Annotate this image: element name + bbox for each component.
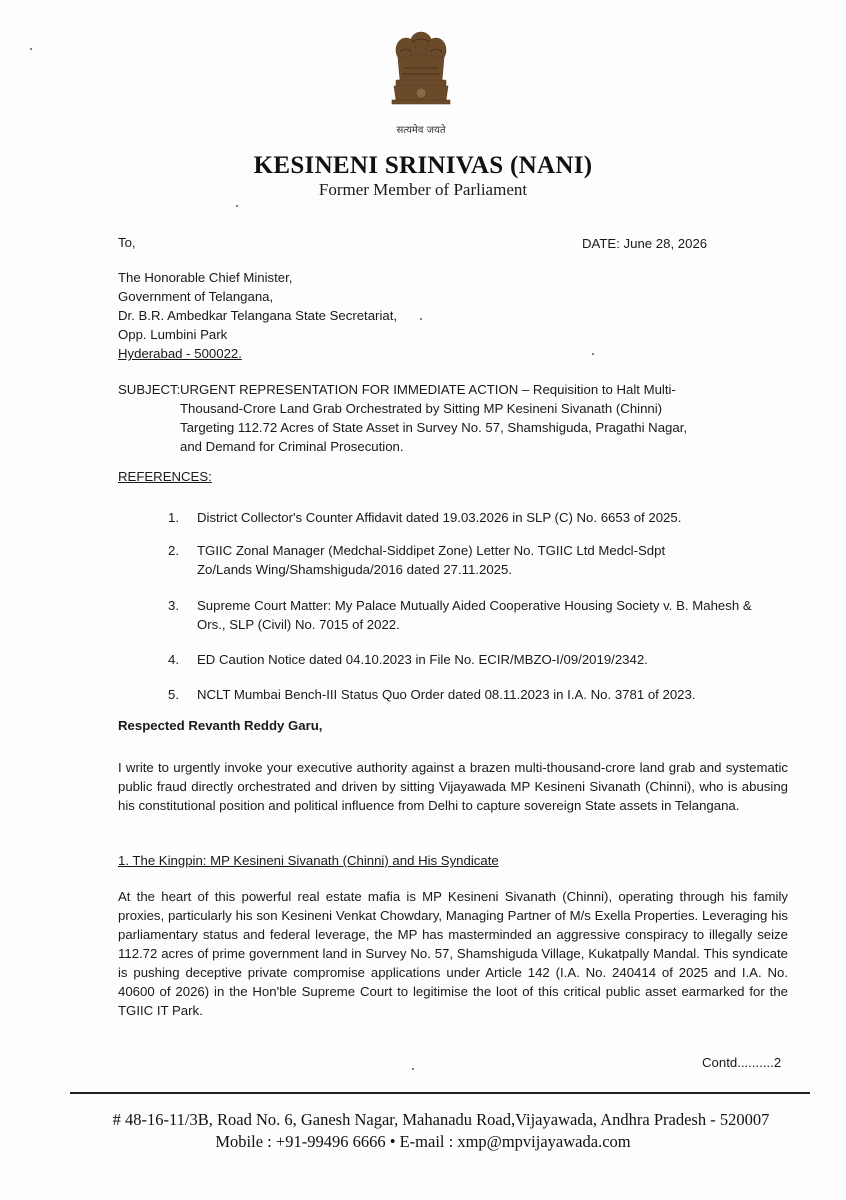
- subject-line: Thousand-Crore Land Grab Orchestrated by Sitting MP Kesineni Sivanath (Chinni): [180, 401, 663, 416]
- greeting: Respected Revanth Reddy Garu,: [118, 718, 323, 733]
- reference-text: Ors., SLP (Civil) No. 7015 of 2022.: [197, 617, 400, 632]
- subject-line: Targeting 112.72 Acres of State Asset in Survey No. 57, Shamshiguda, Pragathi Nagar,: [180, 420, 688, 435]
- reference-text: District Collector's Counter Affidavit dated 19.03.2026 in SLP (C) No. 6653 of 2025.: [197, 510, 682, 525]
- reference-text: Supreme Court Matter: My Palace Mutually Aided Cooperative Housing Society v. B. Mahesh &: [197, 598, 752, 613]
- footer-address: # 48-16-11/3B, Road No. 6, Ganesh Nagar, Mahanadu Road,Vijayawada, Andhra Pradesh - 520007: [112, 1110, 770, 1129]
- letter-date: DATE: June 28, 2026: [582, 236, 708, 251]
- scan-speck: [30, 48, 32, 50]
- reference-number: 5.: [168, 687, 179, 702]
- address-line: Dr. B.R. Ambedkar Telangana State Secretariat,: [118, 308, 398, 323]
- address-line: Government of Telangana,: [118, 289, 274, 304]
- scan-speck: [236, 205, 238, 207]
- reference-number: 3.: [168, 598, 179, 613]
- footer-contact: Mobile : +91-99496 6666 • E-mail : xmp@mpvijayawada.com: [215, 1132, 631, 1151]
- scan-speck: [592, 353, 594, 355]
- address-line: The Honorable Chief Minister,: [118, 270, 293, 285]
- scan-speck: [420, 318, 422, 320]
- address-line: Hyderabad - 500022.: [118, 346, 242, 361]
- sender-designation: Former Member of Parliament: [318, 180, 528, 199]
- references-heading: REFERENCES:: [118, 469, 212, 484]
- reference-number: 4.: [168, 652, 179, 667]
- national-emblem-icon: [376, 22, 466, 142]
- section-paragraph: At the heart of this powerful real estate mafia is MP Kesineni Sivanath (Chinni), operating through his family proxies, particularly his son Kesineni Venkat Chowdary, Managing Partner of M/s Exella Properties. Leveraging his parliamentary status and federal leverage, the MP has masterminded an aggressive conspiracy to illegally seize 112.72 acres of prime government land in Survey No. 57, Shamshiguda Village, Kukatpally Mandal. This syndicate is pushing deceptive private compromise applications under Article 142 (I.A. No. 240414 of 2025 and I.A. No. 40600 of 2026) in the Hon'ble Supreme Court to legitimise the loot of this critical public asset earmarked for the TGIIC IT Park.: [118, 889, 788, 1018]
- subject-line: and Demand for Criminal Prosecution.: [180, 439, 404, 454]
- reference-text: ED Caution Notice dated 04.10.2023 in File No. ECIR/MBZO-I/09/2019/2342.: [197, 652, 648, 667]
- salutation-to: To,: [118, 235, 136, 250]
- continued-marker: Contd..........2: [702, 1055, 782, 1070]
- reference-text: TGIIC Zonal Manager (Medchal-Siddipet Zone) Letter No. TGIIC Ltd Medcl-Sdpt: [197, 543, 666, 558]
- subject-text: [180, 380, 720, 456]
- reference-number: 1.: [168, 510, 179, 525]
- section-heading: 1. The Kingpin: MP Kesineni Sivanath (Chinni) and His Syndicate: [118, 853, 499, 868]
- scan-speck: [412, 1068, 414, 1070]
- subject-line: URGENT REPRESENTATION FOR IMMEDIATE ACTION – Requisition to Halt Multi-: [180, 382, 676, 397]
- emblem-motto: सत्यमेव जयते: [396, 125, 446, 136]
- subject-label: SUBJECT:: [118, 382, 181, 397]
- address-line: Opp. Lumbini Park: [118, 327, 228, 342]
- sender-name: KESINENI SRINIVAS (NANI): [253, 152, 593, 179]
- recipient-address: [118, 268, 397, 363]
- footer-divider: [70, 1092, 810, 1094]
- reference-text: Zo/Lands Wing/Shamshiguda/2016 dated 27.11.2025.: [197, 562, 513, 577]
- reference-number: 2.: [168, 543, 179, 558]
- reference-text: NCLT Mumbai Bench-III Status Quo Order dated 08.11.2023 in I.A. No. 3781 of 2023.: [197, 687, 696, 702]
- intro-paragraph: I write to urgently invoke your executive authority against a brazen multi-thousand-crore land grab and systematic public fraud directly orchestrated and driven by sitting Vijayawada MP Kesineni Sivanath (Chinni), who is abusing his constitutional position and political influence from Delhi to capture sovereign State assets in Telangana.: [118, 760, 788, 813]
